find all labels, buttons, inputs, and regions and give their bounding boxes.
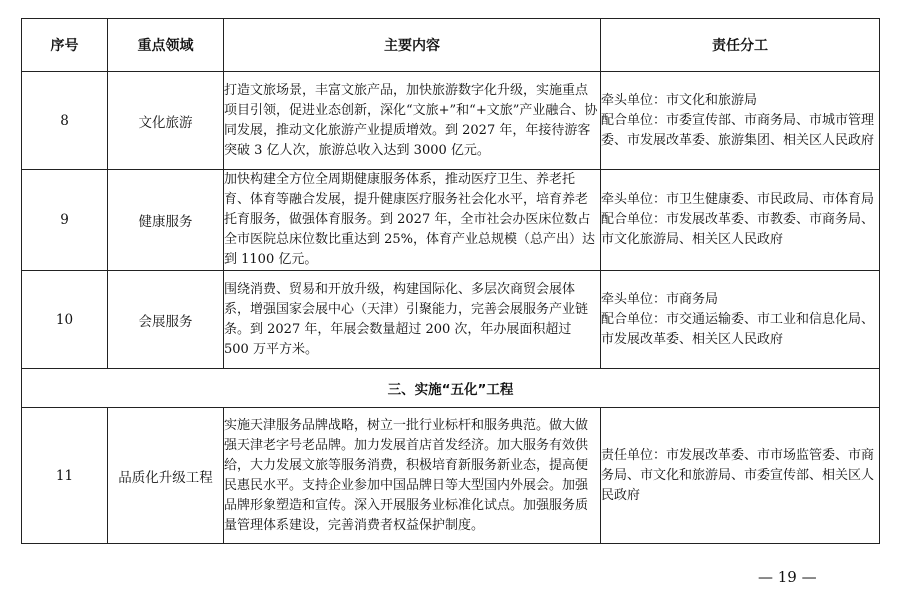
duty-lead: 牵头单位：市商务局 [601,291,719,307]
duty-coop: 配合单位：市发展改革委、市教委、市商务局、市文化旅游局、相关区人民政府 [601,212,875,247]
header-num: 序号 [22,19,108,72]
row-content: 实施天津服务品牌战略，树立一批行业标杆和服务典范。做大做强天津老字号老品牌。加力发展首店首发经济。加大服务有效供给，大力发展文旅等服务消费，积极培育新服务新业态，提高便民惠民水平。支持企业参加中国品牌日等大型国内外展会。加强品牌形象塑造和宣传。深入开展服务业标准化试点。加强服务质量管理体系建设，完善消费者权益保护制度。 [224,408,601,544]
header-area: 重点领域 [108,19,224,72]
duty-lead: 牵头单位：市卫生健康委、市民政局、市体育局 [601,192,875,207]
row-duty [601,170,880,271]
table-row [22,170,880,271]
duty-coop: 配合单位：市委宣传部、市商务局、市城市管理委、市发展改革委、旅游集团、相关区人民政府 [601,112,875,148]
row-duty [601,72,880,170]
row-area: 文化旅游 [108,72,224,170]
section-title: 三、实施“五化”工程 [22,369,880,408]
duty-coop: 配合单位：市交通运输委、市工业和信息化局、市发展改革委、相关区人民政府 [601,311,875,347]
table-row [22,408,880,544]
table-row [22,271,880,369]
row-num: 11 [22,408,108,544]
row-duty: 责任单位：市发展改革委、市市场监管委、市商务局、市文化和旅游局、市委宣传部、相关区人民政府 [601,408,880,544]
row-duty [601,271,880,369]
header-content: 主要内容 [224,19,601,72]
header-row [22,19,880,72]
row-area: 会展服务 [108,271,224,369]
row-num: 9 [22,170,108,271]
duty-lead: 牵头单位：市文化和旅游局 [601,92,758,108]
row-content: 围绕消费、贸易和开放升级，构建国际化、多层次商贸会展体系，增强国家会展中心（天津）引聚能力，完善会展服务产业链条。到 2027 年，年展会数量超过 200 次，年办展面积超过 500 万平方米。 [224,271,601,369]
row-content: 打造文旅场景，丰富文旅产品，加快旅游数字化升级，实施重点项目引领，促进业态创新，深化“文旅+”和“+文旅”产业融合、协同发展，推动文化旅游产业提质增效。到 2027 年，年接待游客突破 3 亿人次，旅游总收入达到 3000 亿元。 [224,72,601,170]
row-content: 加快构建全方位全周期健康服务体系，推动医疗卫生、养老托育、体育等融合发展，提升健康医疗服务社会化水平，培育养老托育服务，做强体育服务。到 2027 年，全市社会办医床位数占全市医院总床位数比重达到 25%，体育产业总规模（总产出）达到 1100 亿元。 [224,170,601,271]
table-row [22,72,880,170]
page-number: — 19 — [758,568,817,586]
row-num: 10 [22,271,108,369]
policy-table [21,18,880,544]
row-area: 健康服务 [108,170,224,271]
section-row [22,369,880,408]
header-duty: 责任分工 [601,19,880,72]
row-area: 品质化升级工程 [108,408,224,544]
row-num: 8 [22,72,108,170]
